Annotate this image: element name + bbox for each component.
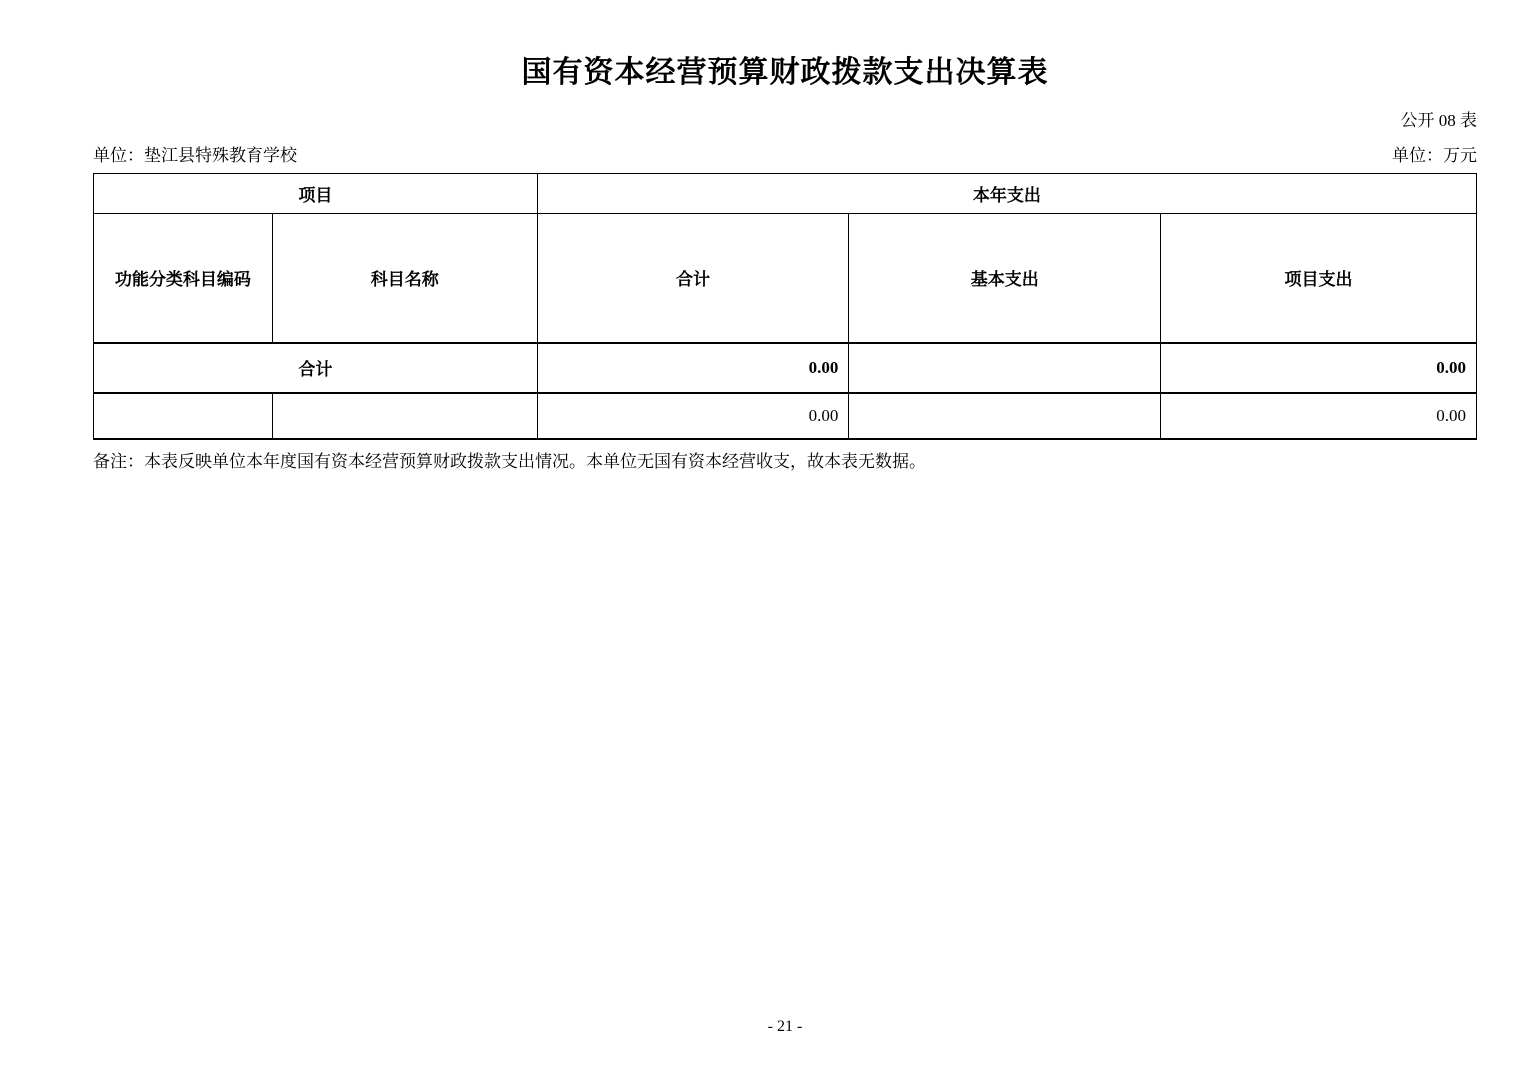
row-function-code-cell [94,393,273,439]
header-total: 合计 [537,214,849,343]
page-number: - 21 - [767,1018,803,1035]
meta-row [93,144,1477,168]
header-basic-expenditure: 基本支出 [849,214,1161,343]
footnote: 备注：本表反映单位本年度国有资本经营预算财政拨款支出情况。本单位无国有资本经营收支，故本表无数据。 [93,451,926,471]
row-project-value: 0.00 [1161,393,1477,439]
header-subject-name: 科目名称 [272,214,537,343]
unit-measure-label: 单位：万元 [1392,146,1477,165]
header-current-year-expenditure-group: 本年支出 [537,174,1476,214]
row-sum-value: 0.00 [537,393,849,439]
header-project-expenditure: 项目支出 [1161,214,1477,343]
table-group-header-row [94,174,1477,214]
document-page [93,0,1477,473]
row-subject-name-cell [272,393,537,439]
table-row-total [94,343,1477,393]
row-basic-value [849,393,1161,439]
form-number-label: 公开 08 表 [1400,111,1477,130]
header-function-classification-code: 功能分类科目编码 [94,214,273,343]
table-column-header-row [94,214,1477,343]
total-row-basic-value [849,343,1161,393]
header-project-group: 项目 [94,174,538,214]
unit-name-label: 单位：垫江县特殊教育学校 [93,146,297,165]
expenditure-table [93,173,1477,440]
table-row [94,393,1477,439]
page-title: 国有资本经营预算财政拨款支出决算表 [521,56,1049,89]
total-row-label: 合计 [94,343,538,393]
total-row-sum-value: 0.00 [537,343,849,393]
total-row-project-value: 0.00 [1161,343,1477,393]
